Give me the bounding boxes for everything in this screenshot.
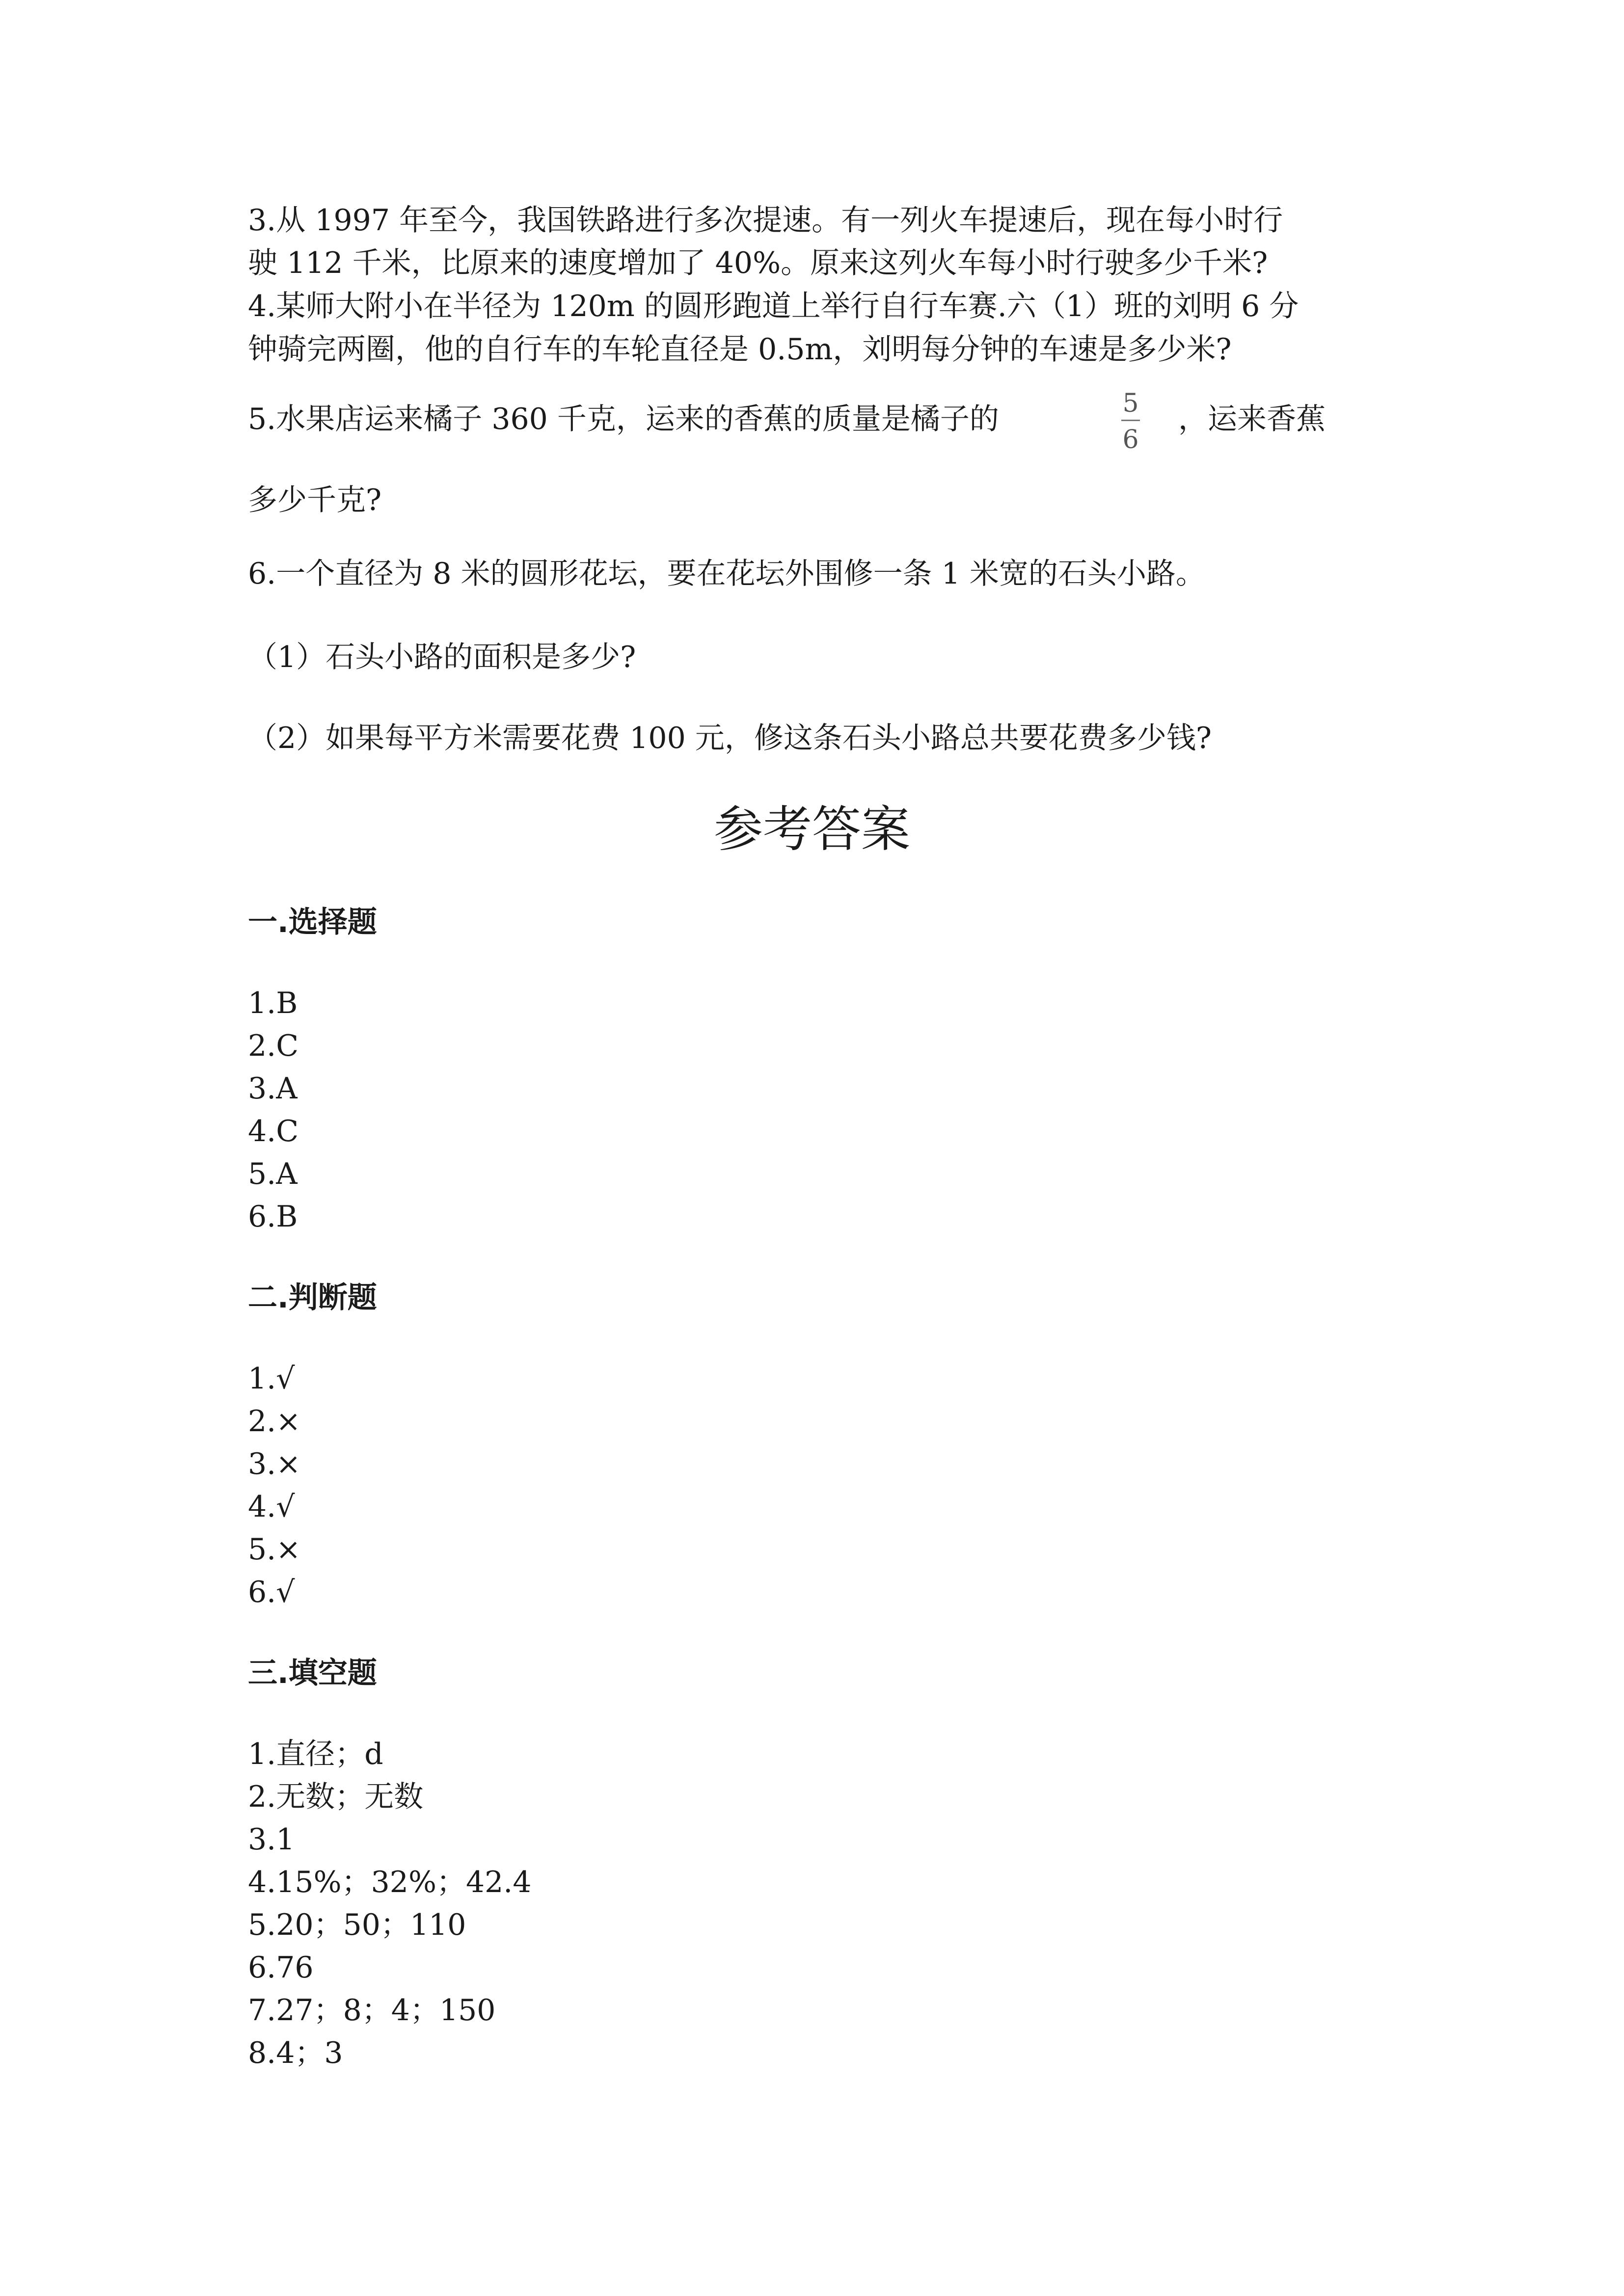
- answer-item: 7.27；8；4；150: [248, 1993, 496, 2028]
- question-5-line-1-suffix: ，运来香蕉: [1178, 402, 1326, 436]
- answer-item: 2.无数；无数: [248, 1780, 424, 1814]
- answer-item: 3.1: [248, 1822, 295, 1857]
- answer-item: 5.×: [248, 1532, 301, 1567]
- answer-item: 6.76: [248, 1950, 314, 1985]
- answer-item: 3.A: [248, 1071, 298, 1106]
- answer-item: 2.×: [248, 1404, 301, 1439]
- answer-item: 8.4；3: [248, 2036, 343, 2070]
- answer-item: 1.√: [248, 1362, 295, 1396]
- answer-item: 4.C: [248, 1114, 299, 1148]
- question-3-line-1: 3.从 1997 年至今，我国铁路进行多次提速。有一列火车提速后，现在每小时行: [248, 203, 1283, 238]
- question-4-line-1: 4.某师大附小在半径为 120m 的圆形跑道上举行自行车赛.六（1）班的刘明 6 分: [248, 289, 1299, 323]
- question-3-line-2: 驶 112 千米，比原来的速度增加了 40%。原来这列火车每小时行驶多少千米?: [248, 246, 1268, 280]
- answer-item: 1.直径；d: [248, 1737, 383, 1771]
- answer-item: 5.20；50；110: [248, 1908, 466, 1942]
- answer-title: 参考答案: [714, 801, 910, 858]
- question-4-line-2: 钟骑完两圈，他的自行车的车轮直径是 0.5m，刘明每分钟的车速是多少米?: [248, 332, 1232, 367]
- question-6-part-1: （1）石头小路的面积是多少?: [248, 640, 636, 674]
- answer-item: 4.15%；32%；42.4: [248, 1865, 532, 1899]
- fraction-denominator: 6: [1122, 425, 1139, 454]
- question-6: 6.一个直径为 8 米的圆形花坛，要在花坛外围修一条 1 米宽的石头小路。: [248, 557, 1205, 591]
- section-heading-judgement: 二.判断题: [248, 1281, 377, 1315]
- section-heading-choice: 一.选择题: [248, 905, 377, 939]
- question-5-line-1-prefix: 5.水果店运来橘子 360 千克，运来的香蕉的质量是橘子的: [248, 402, 999, 436]
- question-6-part-2: （2）如果每平方米需要花费 100 元，修这条石头小路总共要花费多少钱?: [248, 721, 1212, 755]
- section-heading-fill-blank: 三.填空题: [248, 1656, 377, 1690]
- answer-item: 4.√: [248, 1490, 295, 1524]
- question-5-line-2: 多少千克?: [248, 483, 382, 517]
- answer-item: 5.A: [248, 1157, 298, 1191]
- answer-item: 3.×: [248, 1447, 301, 1481]
- fraction-bar: [1121, 420, 1140, 421]
- answer-item: 1.B: [248, 986, 298, 1020]
- answer-item: 6.√: [248, 1575, 295, 1609]
- answer-item: 2.C: [248, 1029, 299, 1063]
- fraction-numerator: 5: [1122, 389, 1139, 418]
- answer-item: 6.B: [248, 1200, 298, 1234]
